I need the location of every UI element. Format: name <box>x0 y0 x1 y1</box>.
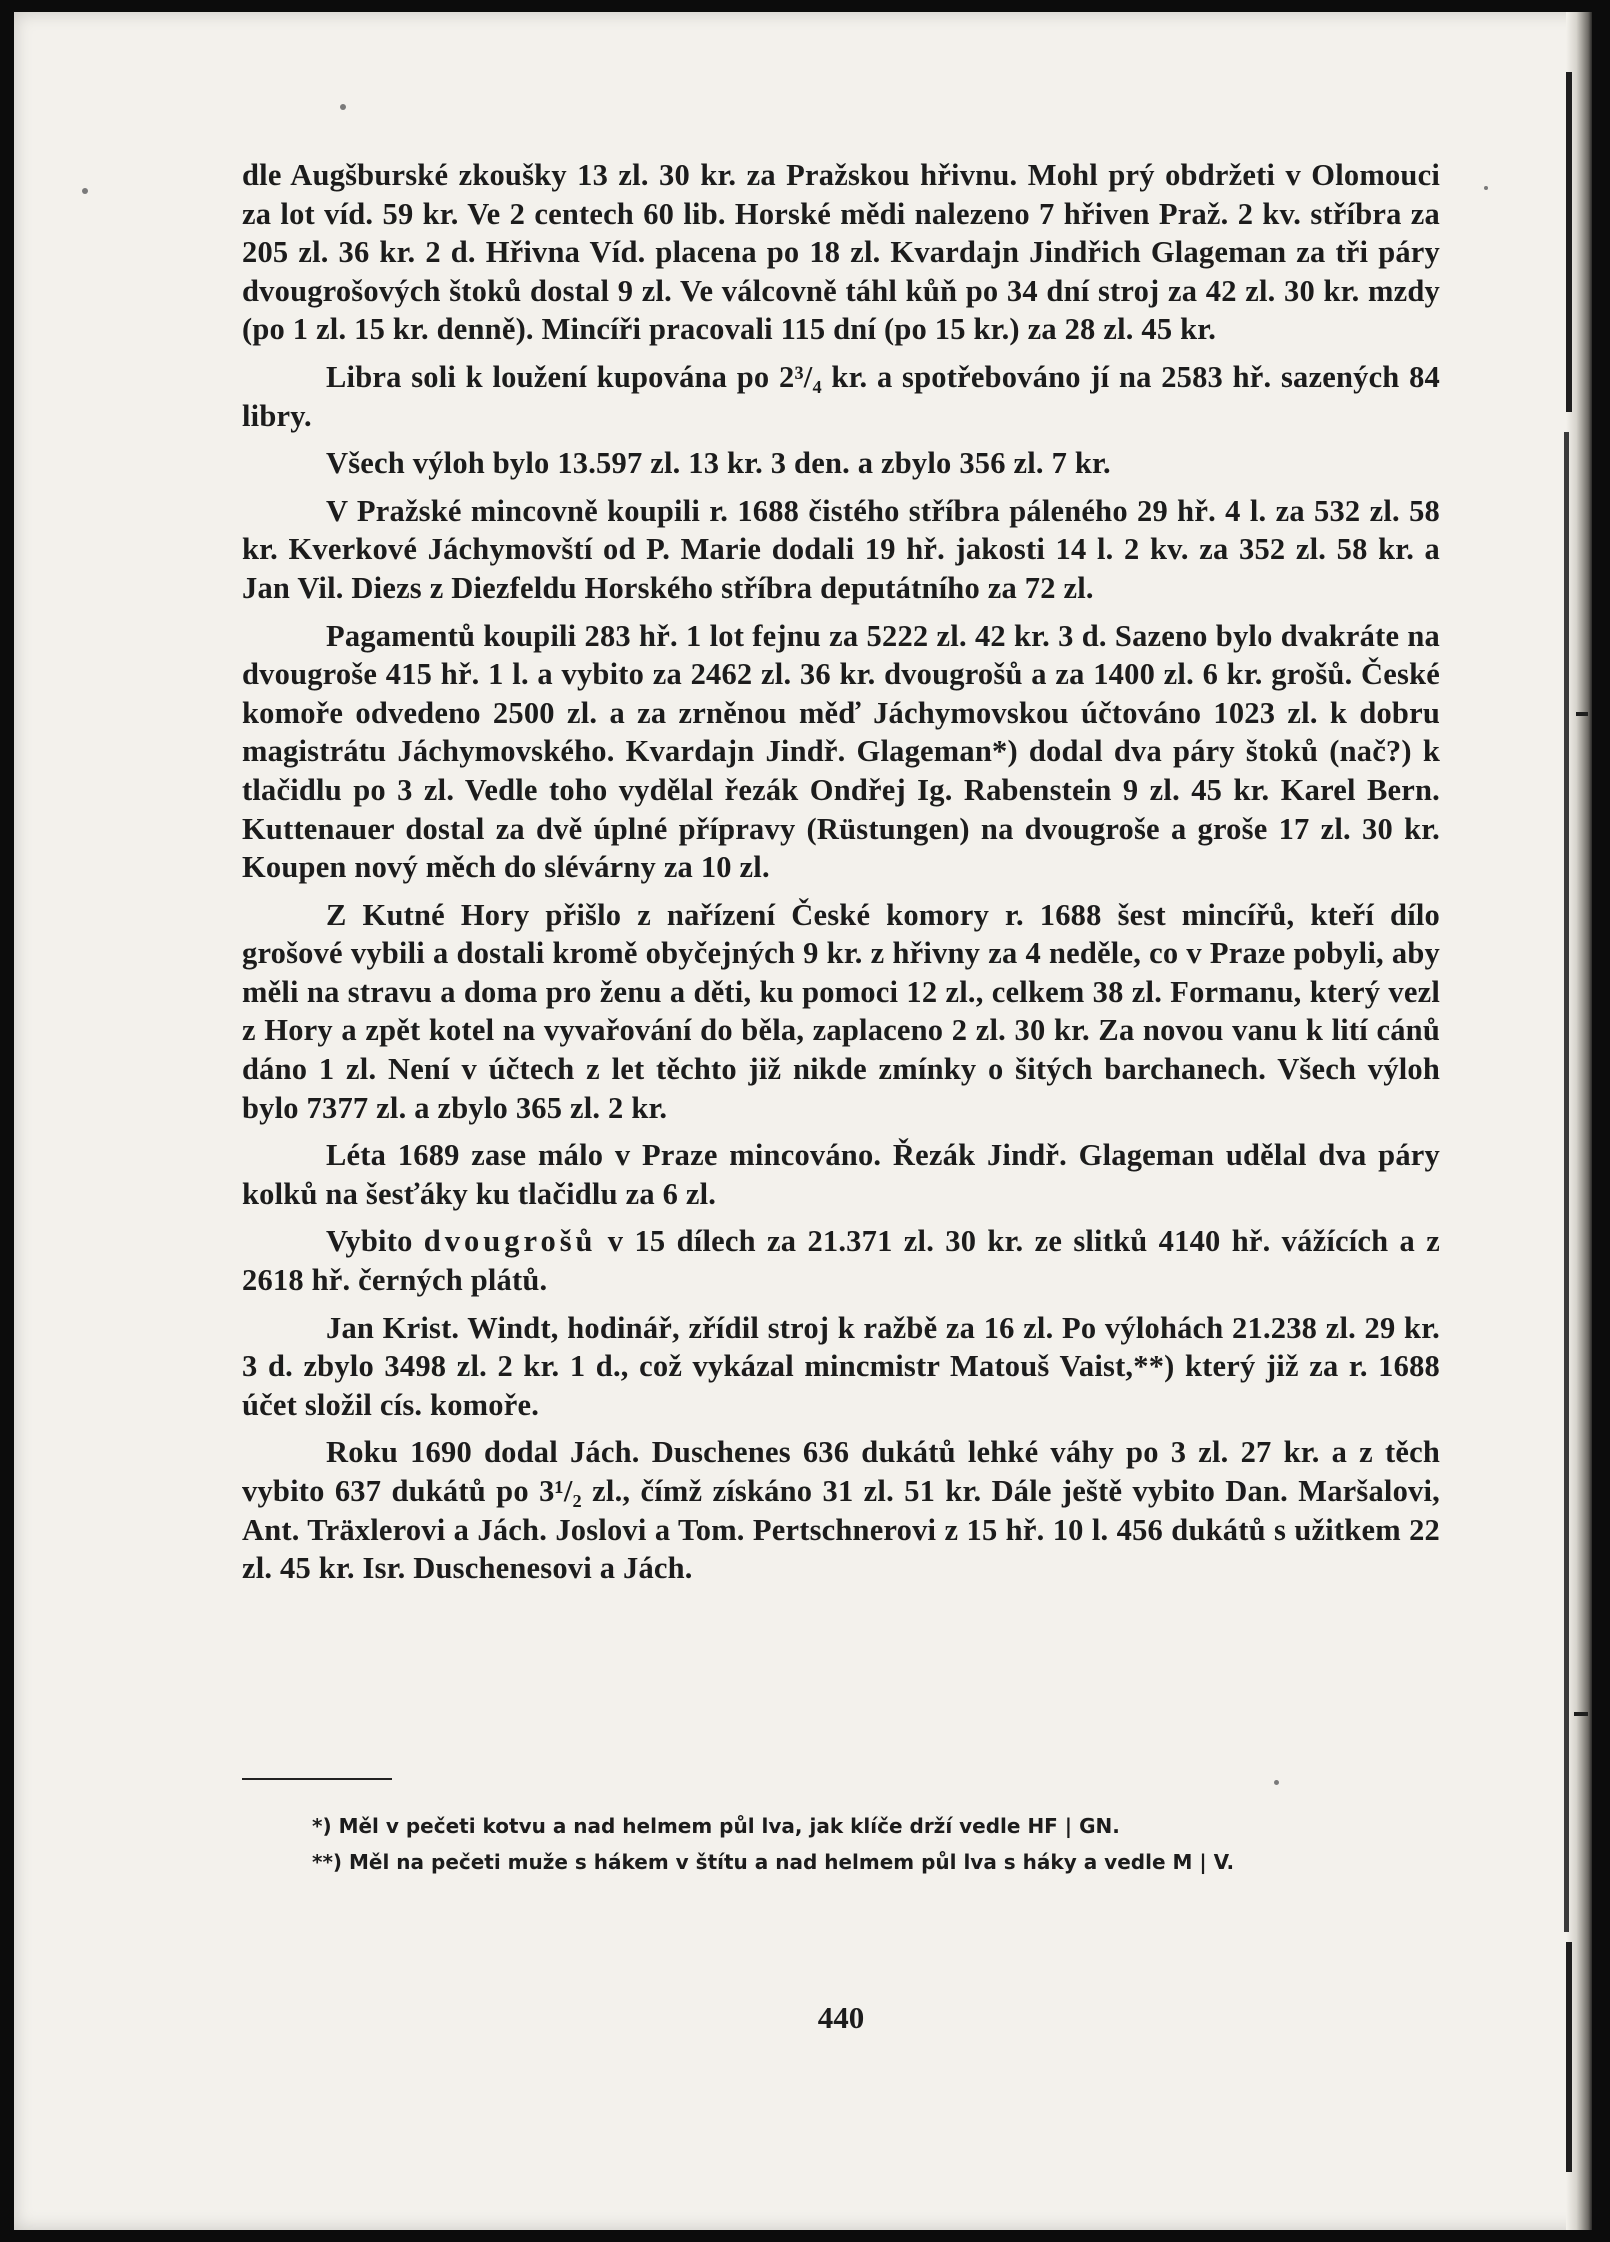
body-text <box>242 156 1440 1597</box>
scan-speck <box>1274 1780 1279 1785</box>
paragraph-rest: v 15 dílech za 21.371 zl. 30 kr. ze slitků 4140 hř. vážících a z 2618 hř. černých plátů. <box>242 1224 1440 1298</box>
scan-speck <box>82 188 88 194</box>
paragraph-lead: Vybito <box>326 1224 413 1259</box>
edge-mark <box>1564 432 1569 1932</box>
paragraph: dle Augšburské zkoušky 13 zl. 30 kr. za Pražskou hřivnu. Mohl prý obdržeti v Olomouci za lot víd. 59 kr. Ve 2 centech 60 lib. Horské mědi nalezeno 7 hřiven Praž. 2 kv. stříbra za 205 zl. 36 kr. 2 d. Hřivna Víd. placena po 18 zl. Kvardajn Jindřich Glageman za tři páry dvougrošových štoků dostal 9 zl. Ve válcovně táhl kůň po 34 dní stroj za 42 zl. 30 kr. mzdy (po 1 zl. 15 kr. denně). Mincíři pracovali 115 dní (po 15 kr.) za 28 zl. 45 kr. <box>242 158 1440 347</box>
paragraph: Pagamentů koupili 283 hř. 1 lot fejnu za 5222 zl. 42 kr. 3 d. Sazeno bylo dvakráte na dvougroše 415 hř. 1 l. a vybito za 2462 zl. 36 kr. dvougrošů a za 1400 zl. 6 kr. grošů. České komoře odvedeno 2500 zl. a za zrněnou měď Jáchymovskou účtováno 1023 zl. k dobru magistrátu Jáchymovského. Kvardajn Jindř. Glageman*) dodal dva páry štoků (nač?) k tlačidlu po 3 zl. Vedle toho vydělal řezák Ondřej Ig. Rabenstein 9 zl. 45 kr. Karel Bern. Kuttenauer dostal za dvě úplné přípravy (Rüstungen) na dvougroše a groše 17 zl. 30 kr. Koupen nový měch do slévárny za 10 zl. <box>242 618 1440 885</box>
paragraph: Všech výloh bylo 13.597 zl. 13 kr. 3 den. a zbylo 356 zl. 7 kr. <box>326 446 1111 481</box>
paragraph: Léta 1689 zase málo v Praze mincováno. Řezák Jindř. Glageman udělal dva páry kolků na šesťáky ku tlačidlu za 6 zl. <box>242 1138 1440 1211</box>
edge-mark <box>1576 712 1588 716</box>
paragraph <box>242 1222 1440 1299</box>
page-number: 440 <box>817 2000 865 2035</box>
scan-speck <box>1484 186 1488 190</box>
edge-mark <box>1574 1712 1588 1716</box>
paragraph: Jan Krist. Windt, hodinář, zřídil stroj k ražbě za 16 zl. Po výlohách 21.238 zl. 29 kr. 3 d. zbylo 3498 zl. 2 kr. 1 d., což vykázal mincmistr Matouš Vaist,**) který již za r. 1688 účet složil cís. komoře. <box>242 1310 1440 1422</box>
footnote: **) Měl na pečeti muže s hákem v štítu a nad helmem půl lva s háky a vedle M | V. <box>312 1850 1235 1874</box>
paragraph: V Pražské mincovně koupili r. 1688 čistého stříbra páleného 29 hř. 4 l. za 532 zl. 58 kr. Kverkové Jáchymovští od P. Marie dodali 19 hř. jakosti 14 l. 2 kv. za 352 zl. 58 kr. a Jan Vil. Diezs z Diezfeldu Horského stříbra deputátního za 72 zl. <box>242 493 1440 605</box>
edge-mark <box>1566 1942 1572 2172</box>
spaced-emphasis: dvougrošů <box>423 1224 597 1259</box>
scan-speck <box>340 104 346 110</box>
paragraph: Libra soli k loužení kupována po 2³/₄ kr. a spotřebováno jí na 2583 hř. sazených 84 libry. <box>242 359 1440 433</box>
footnotes <box>312 1808 1412 1880</box>
footnote: *) Měl v pečeti kotvu a nad helmem půl lva, jak klíče drží vedle HF | GN. <box>312 1814 1120 1838</box>
edge-mark <box>1566 72 1572 412</box>
paragraph: Roku 1690 dodal Jách. Duschenes 636 dukátů lehké váhy po 3 zl. 27 kr. a z těch vybito 637 dukátů po 3¹/₂ zl., čímž získáno 31 zl. 51 kr. Dále ještě vybito Dan. Maršalovi, Ant. Träxlerovi a Jách. Joslovi a Tom. Pertschnerovi z 15 hř. 10 l. 456 dukátů s užitkem 22 zl. 45 kr. Isr. Duschenesovi a Jách. <box>242 1435 1440 1586</box>
footnote-divider <box>242 1778 392 1780</box>
paragraph: Z Kutné Hory přišlo z nařízení České komory r. 1688 šest mincířů, kteří dílo grošové vybili a dostali kromě obyčejných 9 kr. z hřivny za 4 neděle, co v Praze pobyli, aby měli na stravu a doma pro ženu a děti, ku pomoci 12 zl., celkem 38 zl. Formanu, který vezl z Hory a zpět kotel na vyvařování do běla, zaplaceno 2 zl. 30 kr. Za novou vanu k lití cánů dáno 1 zl. Není v účtech z let těchto již nikde zmínky o šitých barchanech. Všech výloh bylo 7377 zl. a zbylo 365 zl. 2 kr. <box>242 897 1440 1125</box>
